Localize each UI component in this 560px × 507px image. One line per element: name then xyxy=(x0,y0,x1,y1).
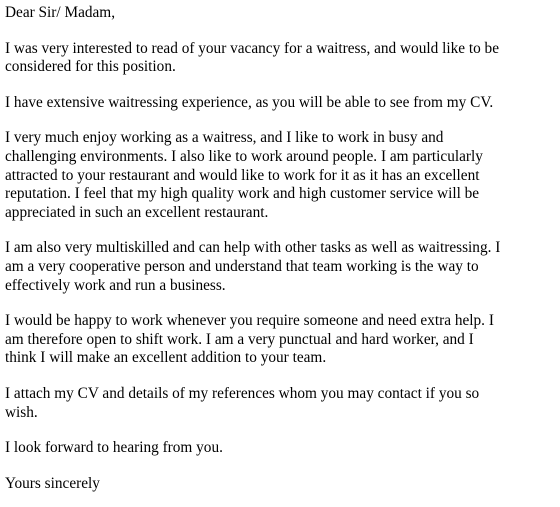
paragraph-line: I was very interested to read of your vacancy for a waitress, and would like to be xyxy=(5,39,499,57)
paragraph-line: I look forward to hearing from you. xyxy=(5,439,223,457)
paragraph-line: I very much enjoy working as a waitress, and I like to work in busy and xyxy=(5,129,444,147)
paragraph-line: reputation. I feel that my high quality work and high customer service will be xyxy=(5,185,480,203)
paragraph-line: I attach my CV and details of my references whom you may contact if you so xyxy=(5,384,480,402)
paragraph-experience xyxy=(5,94,560,113)
closing-text: Yours sincerely xyxy=(5,474,100,492)
paragraph-skills xyxy=(5,239,560,295)
paragraph-line: I am also very multiskilled and can help with other tasks as well as waitressing. I xyxy=(5,239,501,257)
closing xyxy=(5,475,560,494)
paragraph-attachments xyxy=(5,385,560,422)
paragraph-closing-remark xyxy=(5,439,560,458)
paragraph-availability xyxy=(5,312,560,368)
paragraph-line: am therefore open to shift work. I am a very punctual and hard worker, and I xyxy=(5,330,474,348)
paragraph-line: I have extensive waitressing experience, as you will be able to see from my CV. xyxy=(5,93,494,111)
paragraph-line: think I will make an excellent addition to your team. xyxy=(5,349,327,367)
paragraph-enjoyment xyxy=(5,129,560,222)
paragraph-interest xyxy=(5,40,560,77)
paragraph-line: wish. xyxy=(5,403,38,421)
paragraph-line: challenging environments. I also like to work around people. I am particularly xyxy=(5,147,483,165)
paragraph-line: considered for this position. xyxy=(5,58,176,76)
paragraph-line: effectively work and run a business. xyxy=(5,276,226,294)
salutation-text: Dear Sir/ Madam, xyxy=(5,4,116,21)
paragraph-line: attracted to your restaurant and would like to work for it as it has an excellent xyxy=(5,166,480,184)
paragraph-line: am a very cooperative person and understand that team working is the way to xyxy=(5,257,479,275)
paragraph-line: appreciated in such an excellent restaurant. xyxy=(5,203,269,221)
salutation xyxy=(5,4,560,23)
paragraph-line: I would be happy to work whenever you require someone and need extra help. I xyxy=(5,312,494,330)
